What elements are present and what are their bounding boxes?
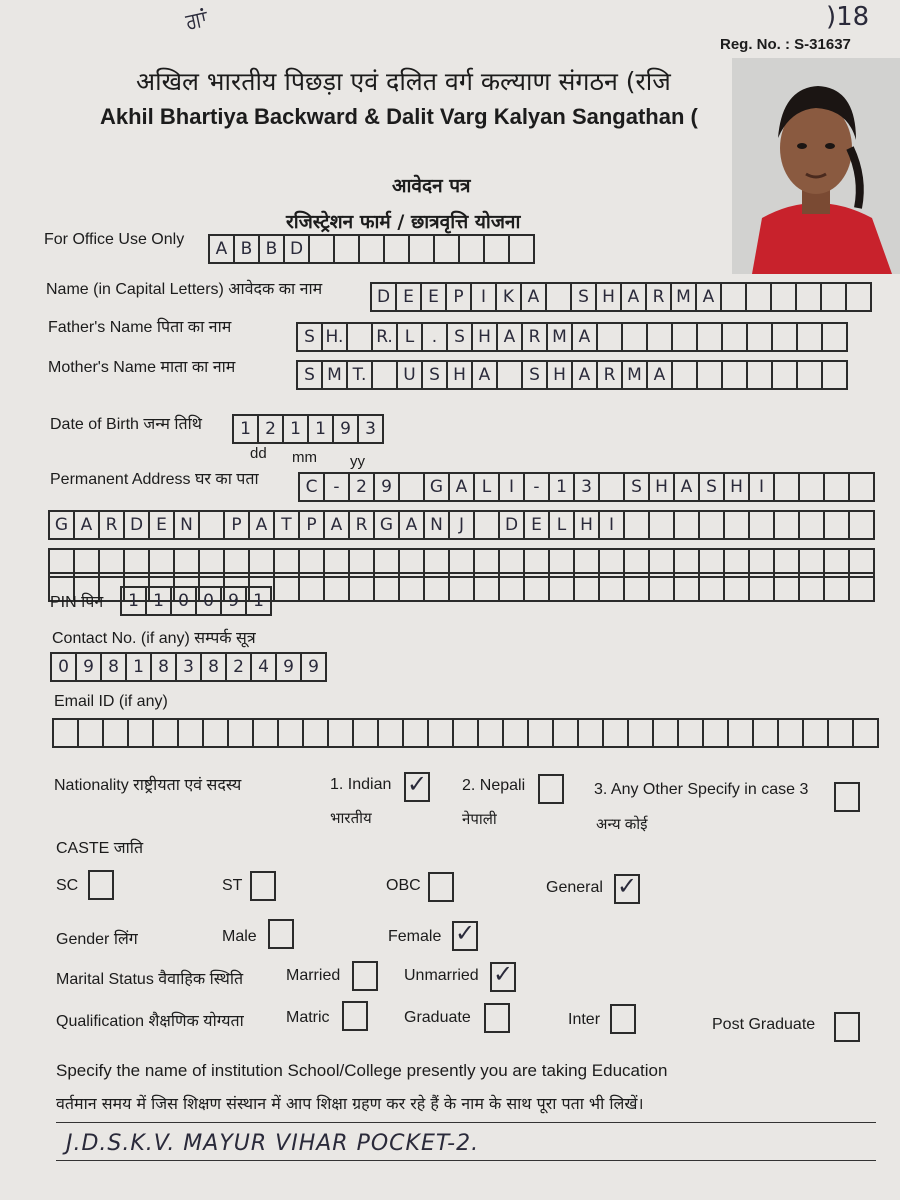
address-line-1[interactable] xyxy=(298,472,875,502)
char-cell xyxy=(450,572,475,602)
char-cell: C xyxy=(300,472,325,502)
char-cell: E xyxy=(150,510,175,540)
char-cell: A xyxy=(250,510,275,540)
marital-label: Marital Status वैवाहिक स्थिति xyxy=(56,971,244,988)
char-cell xyxy=(750,510,775,540)
char-cell xyxy=(360,234,385,264)
char-cell: 9 xyxy=(77,652,102,682)
institution-line-bottom xyxy=(56,1160,876,1161)
char-cell xyxy=(475,572,500,602)
pin-label: PIN पिन xyxy=(50,594,104,611)
char-cell xyxy=(373,360,398,390)
char-cell xyxy=(729,718,754,748)
char-cell xyxy=(800,472,825,502)
char-cell: 4 xyxy=(252,652,277,682)
char-cell: H xyxy=(473,322,498,352)
char-cell: R. xyxy=(373,322,398,352)
char-cell xyxy=(379,718,404,748)
char-cell xyxy=(500,572,525,602)
char-cell xyxy=(485,234,510,264)
char-cell: S xyxy=(448,322,473,352)
char-cell xyxy=(460,234,485,264)
char-cell: S xyxy=(572,282,597,312)
char-cell xyxy=(54,718,79,748)
char-cell xyxy=(504,718,529,748)
char-cell xyxy=(229,718,254,748)
caste-obc-label: OBC xyxy=(386,877,421,894)
char-cell: H xyxy=(448,360,473,390)
char-cell xyxy=(479,718,504,748)
char-cell xyxy=(104,718,129,748)
char-cell xyxy=(400,572,425,602)
char-cell: A xyxy=(522,282,547,312)
char-cell: K xyxy=(497,282,522,312)
caste-sc-checkbox[interactable] xyxy=(88,870,114,900)
email-label: Email ID (if any) xyxy=(54,693,168,710)
char-cell xyxy=(797,282,822,312)
char-cell: 9 xyxy=(302,652,327,682)
nationality-nepali-label: 2. Nepali xyxy=(462,777,526,794)
char-cell xyxy=(354,718,379,748)
char-cell xyxy=(275,572,300,602)
char-cell: G xyxy=(425,472,450,502)
caste-obc-checkbox[interactable] xyxy=(428,872,454,902)
char-cell xyxy=(700,572,725,602)
char-cell xyxy=(750,572,775,602)
char-cell: 1 xyxy=(234,414,259,444)
char-cell: D xyxy=(125,510,150,540)
char-cell xyxy=(772,282,797,312)
char-cell: I xyxy=(472,282,497,312)
dob-boxes[interactable] xyxy=(232,414,384,444)
char-cell: T xyxy=(275,510,300,540)
char-cell xyxy=(510,234,535,264)
institution-prompt-hindi: वर्तमान समय में जिस शिक्षण संस्थान में आप शिक्षा ग्रहण कर रहे हैं के नाम के साथ पूरा पता भी लिखें। xyxy=(56,1094,644,1113)
marital-unmarried-label: Unmarried xyxy=(404,967,479,984)
char-cell xyxy=(698,322,723,352)
char-cell xyxy=(625,510,650,540)
char-cell: 3 xyxy=(575,472,600,502)
char-cell xyxy=(329,718,354,748)
nationality-indian-hindi: भारतीय xyxy=(330,810,372,827)
char-cell xyxy=(475,510,500,540)
applicant-photo xyxy=(732,58,900,274)
char-cell: D xyxy=(372,282,397,312)
char-cell xyxy=(850,472,875,502)
char-cell: A xyxy=(210,234,235,264)
char-cell xyxy=(650,510,675,540)
char-cell xyxy=(748,360,773,390)
char-cell: A xyxy=(573,322,598,352)
char-cell xyxy=(850,510,875,540)
char-cell xyxy=(698,360,723,390)
char-cell xyxy=(773,360,798,390)
qualification-pg-checkbox[interactable] xyxy=(834,1012,860,1042)
char-cell: D xyxy=(285,234,310,264)
char-cell: N xyxy=(425,510,450,540)
char-cell: S xyxy=(523,360,548,390)
char-cell xyxy=(629,718,654,748)
char-cell xyxy=(604,718,629,748)
father-name-label: Father's Name पिता का नाम xyxy=(48,319,232,336)
char-cell: H xyxy=(650,472,675,502)
char-cell xyxy=(200,510,225,540)
char-cell: M xyxy=(672,282,697,312)
org-name-english: Akhil Bhartiya Backward & Dalit Varg Kalyan Sangathan ( xyxy=(100,104,698,129)
char-cell: 9 xyxy=(277,652,302,682)
char-cell xyxy=(850,572,875,602)
char-cell: E xyxy=(525,510,550,540)
gender-label: Gender लिंग xyxy=(56,931,138,948)
char-cell xyxy=(800,510,825,540)
char-cell xyxy=(375,572,400,602)
nationality-other-label: 3. Any Other Specify in case 3 xyxy=(594,781,809,798)
char-cell: 8 xyxy=(202,652,227,682)
pin-boxes[interactable] xyxy=(120,586,272,616)
char-cell xyxy=(754,718,779,748)
char-cell: L xyxy=(550,510,575,540)
char-cell: S xyxy=(625,472,650,502)
dob-yy-hint: yy xyxy=(350,453,365,470)
char-cell xyxy=(547,282,572,312)
char-cell xyxy=(79,718,104,748)
char-cell xyxy=(823,360,848,390)
char-cell: 1 xyxy=(550,472,575,502)
char-cell xyxy=(529,718,554,748)
char-cell xyxy=(773,322,798,352)
char-cell: 3 xyxy=(359,414,384,444)
char-cell xyxy=(822,282,847,312)
char-cell xyxy=(825,472,850,502)
char-cell: R xyxy=(598,360,623,390)
mother-name-label: Mother's Name माता का नाम xyxy=(48,359,236,376)
tick-mark-icon: ✓ xyxy=(493,961,514,988)
char-cell: 0 xyxy=(52,652,77,682)
office-use-label: For Office Use Only xyxy=(44,231,185,248)
char-cell xyxy=(310,234,335,264)
name-boxes[interactable] xyxy=(370,282,872,312)
char-cell: A xyxy=(622,282,647,312)
char-cell xyxy=(723,322,748,352)
caste-general-label: General xyxy=(546,879,603,896)
char-cell xyxy=(704,718,729,748)
nationality-indian-label: 1. Indian xyxy=(330,776,392,793)
char-cell: A xyxy=(675,472,700,502)
char-cell xyxy=(204,718,229,748)
char-cell xyxy=(700,510,725,540)
char-cell xyxy=(325,572,350,602)
tick-mark-icon: ✓ xyxy=(407,771,428,798)
char-cell xyxy=(600,472,625,502)
char-cell: H. xyxy=(323,322,348,352)
contact-label: Contact No. (if any) सम्पर्क सूत्र xyxy=(52,630,256,647)
gender-female-checkbox[interactable] xyxy=(452,921,478,951)
char-cell xyxy=(154,718,179,748)
nationality-indian-checkbox[interactable] xyxy=(404,772,430,802)
char-cell: P xyxy=(447,282,472,312)
char-cell xyxy=(304,718,329,748)
char-cell xyxy=(775,510,800,540)
char-cell xyxy=(625,572,650,602)
char-cell xyxy=(385,234,410,264)
char-cell: 2 xyxy=(227,652,252,682)
char-cell xyxy=(598,322,623,352)
char-cell: 1 xyxy=(284,414,309,444)
gender-male-checkbox[interactable] xyxy=(268,919,294,949)
qualification-graduate-label: Graduate xyxy=(404,1009,471,1026)
char-cell xyxy=(829,718,854,748)
qualification-inter-checkbox[interactable] xyxy=(610,1004,636,1034)
char-cell: 8 xyxy=(102,652,127,682)
char-cell xyxy=(673,322,698,352)
char-cell: A xyxy=(400,510,425,540)
char-cell: 9 xyxy=(375,472,400,502)
char-cell: A xyxy=(573,360,598,390)
char-cell xyxy=(723,360,748,390)
marital-married-label: Married xyxy=(286,967,341,984)
char-cell xyxy=(429,718,454,748)
char-cell: H xyxy=(725,472,750,502)
char-cell xyxy=(779,718,804,748)
nationality-nepali-checkbox[interactable] xyxy=(538,774,564,804)
char-cell: H xyxy=(597,282,622,312)
char-cell: 1 xyxy=(122,586,147,616)
char-cell: B xyxy=(235,234,260,264)
char-cell xyxy=(554,718,579,748)
address-line-2[interactable] xyxy=(48,510,875,540)
char-cell xyxy=(679,718,704,748)
char-cell xyxy=(279,718,304,748)
char-cell: A xyxy=(473,360,498,390)
char-cell: . xyxy=(423,322,448,352)
char-cell: 3 xyxy=(177,652,202,682)
char-cell: A xyxy=(75,510,100,540)
address-label: Permanent Address घर का पता xyxy=(50,471,259,488)
char-cell xyxy=(335,234,360,264)
char-cell xyxy=(129,718,154,748)
char-cell xyxy=(648,322,673,352)
char-cell: - xyxy=(525,472,550,502)
applicant-photo-image xyxy=(732,58,900,274)
char-cell: H xyxy=(548,360,573,390)
char-cell: L xyxy=(398,322,423,352)
org-name-hindi: अखिल भारतीय पिछड़ा एवं दलित वर्ग कल्याण संगठन (रजि xyxy=(136,67,671,96)
char-cell: M xyxy=(548,322,573,352)
char-cell xyxy=(854,718,879,748)
nationality-other-hindi: अन्य कोई xyxy=(596,816,648,833)
caste-st-checkbox[interactable] xyxy=(250,871,276,901)
char-cell xyxy=(348,322,373,352)
char-cell: R xyxy=(523,322,548,352)
institution-line-top xyxy=(56,1122,876,1123)
char-cell xyxy=(747,282,772,312)
char-cell xyxy=(847,282,872,312)
marital-married-checkbox[interactable] xyxy=(352,961,378,991)
char-cell xyxy=(675,510,700,540)
caste-general-checkbox[interactable] xyxy=(614,874,640,904)
dob-label: Date of Birth जन्म तिथि xyxy=(50,416,202,433)
char-cell: 1 xyxy=(309,414,334,444)
reg-number: Reg. No. : S-31637 xyxy=(720,36,851,53)
char-cell: I xyxy=(600,510,625,540)
char-cell: M xyxy=(323,360,348,390)
char-cell: P xyxy=(300,510,325,540)
gender-male-label: Male xyxy=(222,928,257,945)
char-cell: S xyxy=(700,472,725,502)
char-cell xyxy=(654,718,679,748)
char-cell: A xyxy=(697,282,722,312)
char-cell: 8 xyxy=(152,652,177,682)
char-cell: M xyxy=(623,360,648,390)
char-cell xyxy=(435,234,460,264)
char-cell xyxy=(775,572,800,602)
char-cell xyxy=(798,360,823,390)
form-title: आवेदन पत्र xyxy=(392,175,471,197)
char-cell: - xyxy=(325,472,350,502)
marital-unmarried-checkbox[interactable] xyxy=(490,962,516,992)
form-subtitle: रजिस्ट्रेशन फार्म / छात्रवृत्ति योजना xyxy=(286,211,521,233)
tick-mark-icon: ✓ xyxy=(455,920,476,947)
institution-answer[interactable]: J.D.S.K.V. MAYUR VIHAR POCKET-2. xyxy=(66,1131,480,1156)
qualification-pg-label: Post Graduate xyxy=(712,1016,816,1033)
char-cell: D xyxy=(500,510,525,540)
char-cell: 1 xyxy=(147,586,172,616)
char-cell: S xyxy=(423,360,448,390)
char-cell xyxy=(775,472,800,502)
char-cell xyxy=(673,360,698,390)
caste-sc-label: SC xyxy=(56,877,79,894)
char-cell: 0 xyxy=(172,586,197,616)
char-cell: S xyxy=(298,322,323,352)
office-use-boxes xyxy=(208,234,535,264)
char-cell xyxy=(600,572,625,602)
dob-mm-hint: mm xyxy=(292,449,317,466)
char-cell: P xyxy=(225,510,250,540)
char-cell: E xyxy=(422,282,447,312)
char-cell xyxy=(804,718,829,748)
char-cell: R xyxy=(100,510,125,540)
char-cell xyxy=(798,322,823,352)
char-cell xyxy=(623,322,648,352)
char-cell xyxy=(823,322,848,352)
qualification-matric-checkbox[interactable] xyxy=(342,1001,368,1031)
char-cell xyxy=(725,572,750,602)
char-cell: 9 xyxy=(334,414,359,444)
char-cell: 1 xyxy=(247,586,272,616)
gender-female-label: Female xyxy=(388,928,442,945)
char-cell xyxy=(825,510,850,540)
char-cell: 0 xyxy=(197,586,222,616)
char-cell xyxy=(722,282,747,312)
char-cell: S xyxy=(298,360,323,390)
char-cell xyxy=(179,718,204,748)
char-cell: H xyxy=(575,510,600,540)
qualification-inter-label: Inter xyxy=(568,1011,601,1028)
char-cell xyxy=(650,572,675,602)
char-cell: U xyxy=(398,360,423,390)
char-cell: R xyxy=(647,282,672,312)
char-cell xyxy=(254,718,279,748)
qualification-graduate-checkbox[interactable] xyxy=(484,1003,510,1033)
char-cell xyxy=(525,572,550,602)
contact-boxes[interactable] xyxy=(50,652,327,682)
nationality-other-checkbox[interactable] xyxy=(834,782,860,812)
char-cell: A xyxy=(325,510,350,540)
char-cell: 9 xyxy=(222,586,247,616)
caste-label: CASTE जाति xyxy=(56,840,144,857)
nationality-label: Nationality राष्ट्रीयता एवं सदस्य xyxy=(54,777,242,794)
char-cell xyxy=(454,718,479,748)
corner-note-left: ਗਾਂ xyxy=(183,6,210,35)
char-cell: T. xyxy=(348,360,373,390)
char-cell: 2 xyxy=(350,472,375,502)
char-cell: B xyxy=(260,234,285,264)
nationality-nepali-hindi: नेपाली xyxy=(462,811,497,828)
char-cell: I xyxy=(750,472,775,502)
name-label: Name (in Capital Letters) आवेदक का नाम xyxy=(46,281,323,298)
char-cell xyxy=(498,360,523,390)
char-cell xyxy=(300,572,325,602)
char-cell: G xyxy=(375,510,400,540)
char-cell xyxy=(550,572,575,602)
char-cell xyxy=(579,718,604,748)
char-cell: 1 xyxy=(127,652,152,682)
char-cell xyxy=(675,572,700,602)
char-cell: N xyxy=(175,510,200,540)
char-cell: A xyxy=(450,472,475,502)
char-cell: I xyxy=(500,472,525,502)
char-cell xyxy=(825,572,850,602)
char-cell xyxy=(800,572,825,602)
email-boxes[interactable] xyxy=(52,718,879,748)
char-cell: A xyxy=(648,360,673,390)
dob-dd-hint: dd xyxy=(250,445,267,462)
institution-prompt-english: Specify the name of institution School/College presently you are taking Education xyxy=(56,1061,668,1080)
qualification-matric-label: Matric xyxy=(286,1009,330,1026)
tick-mark-icon: ✓ xyxy=(617,873,638,900)
char-cell xyxy=(725,510,750,540)
char-cell xyxy=(400,472,425,502)
char-cell: E xyxy=(397,282,422,312)
char-cell: J xyxy=(450,510,475,540)
char-cell: L xyxy=(475,472,500,502)
char-cell: G xyxy=(50,510,75,540)
char-cell xyxy=(748,322,773,352)
char-cell: A xyxy=(498,322,523,352)
char-cell xyxy=(410,234,435,264)
qualification-label: Qualification शैक्षणिक योग्यता xyxy=(56,1013,244,1030)
char-cell: 2 xyxy=(259,414,284,444)
char-cell xyxy=(425,572,450,602)
corner-note-right: )18 xyxy=(826,2,870,32)
char-cell xyxy=(404,718,429,748)
char-cell xyxy=(350,572,375,602)
caste-st-label: ST xyxy=(222,877,243,894)
char-cell xyxy=(575,572,600,602)
father-name-boxes[interactable] xyxy=(296,322,848,352)
mother-name-boxes[interactable] xyxy=(296,360,848,390)
char-cell: R xyxy=(350,510,375,540)
